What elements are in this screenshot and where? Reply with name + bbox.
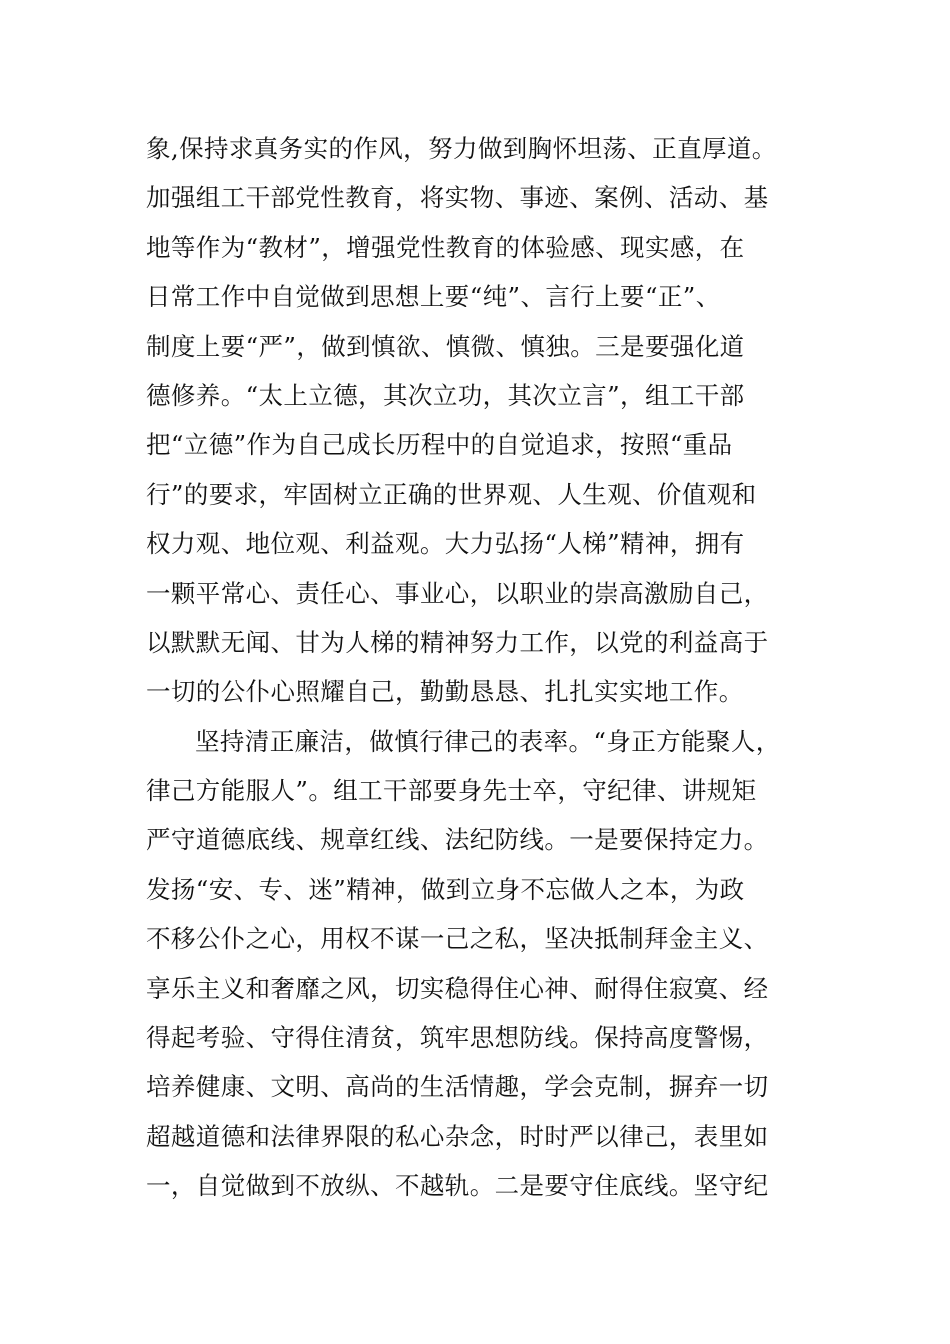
- text-line-12: 一切的公仆心照耀自己，勤勤恳恳、扎扎实实地工作。: [146, 677, 744, 707]
- text-line-11: 以默默无闻、甘为人梯的精神努力工作，以党的利益高于: [146, 627, 769, 657]
- text-line-3: 地等作为“教材”，增强党性教育的体验感、现实感，在: [146, 232, 745, 262]
- text-line-4: 日常工作中自觉做到思想上要“纯”、言行上要“正”、: [146, 282, 721, 312]
- text-line-21: 超越道德和法律界限的私心杂念，时时严以律己，表里如: [146, 1121, 769, 1151]
- text-line-14: 律己方能服人”。组工干部要身先士卒，守纪律、讲规矩: [146, 776, 757, 806]
- text-line-1: 象,保持求真务实的作风，努力做到胸怀坦荡、正直厚道。: [146, 134, 777, 163]
- text-line-5: 制度上要“严”，做到慎欲、慎微、慎独。三是要强化道: [146, 331, 745, 361]
- text-line-2: 加强组工干部党性教育，将实物、事迹、案例、活动、基: [146, 183, 769, 213]
- text-line-16: 发扬“安、专、迷”精神，做到立身不忘做人之本，为政: [146, 874, 745, 904]
- paragraph-start-line: 坚持清正廉洁，做慎行律己的表率。“身正方能聚人，: [195, 726, 781, 756]
- text-line-18: 享乐主义和奢靡之风，切实稳得住心神、耐得住寂寞、经: [146, 973, 769, 1003]
- text-line-19: 得起考验、守得住清贫，筑牢思想防线。保持高度警惕，: [146, 1023, 769, 1053]
- text-line-10: 一颗平常心、责任心、事业心，以职业的崇高激励自己，: [146, 578, 769, 608]
- text-line-7: 把“立德”作为自己成长历程中的自觉追求，按照“重品: [146, 430, 733, 460]
- text-line-15: 严守道德底线、规章红线、法纪防线。一是要保持定力。: [146, 825, 769, 855]
- text-line-22: 一，自觉做到不放纵、不越轨。二是要守住底线。坚守纪: [146, 1171, 769, 1201]
- text-line-20: 培养健康、文明、高尚的生活情趣，学会克制，摒弃一切: [146, 1072, 769, 1102]
- body-text: [146, 124, 806, 1211]
- text-line-9: 权力观、地位观、利益观。大力弘扬“人梯”精神，拥有: [146, 529, 745, 559]
- text-line-8: 行”的要求，牢固树立正确的世界观、人生观、价值观和: [146, 479, 757, 509]
- text-line-17: 不移公仆之心，用权不谋一己之私，坚决抵制拜金主义、: [146, 924, 769, 954]
- text-line-6: 德修养。“太上立德，其次立功，其次立言”，组工干部: [146, 380, 745, 410]
